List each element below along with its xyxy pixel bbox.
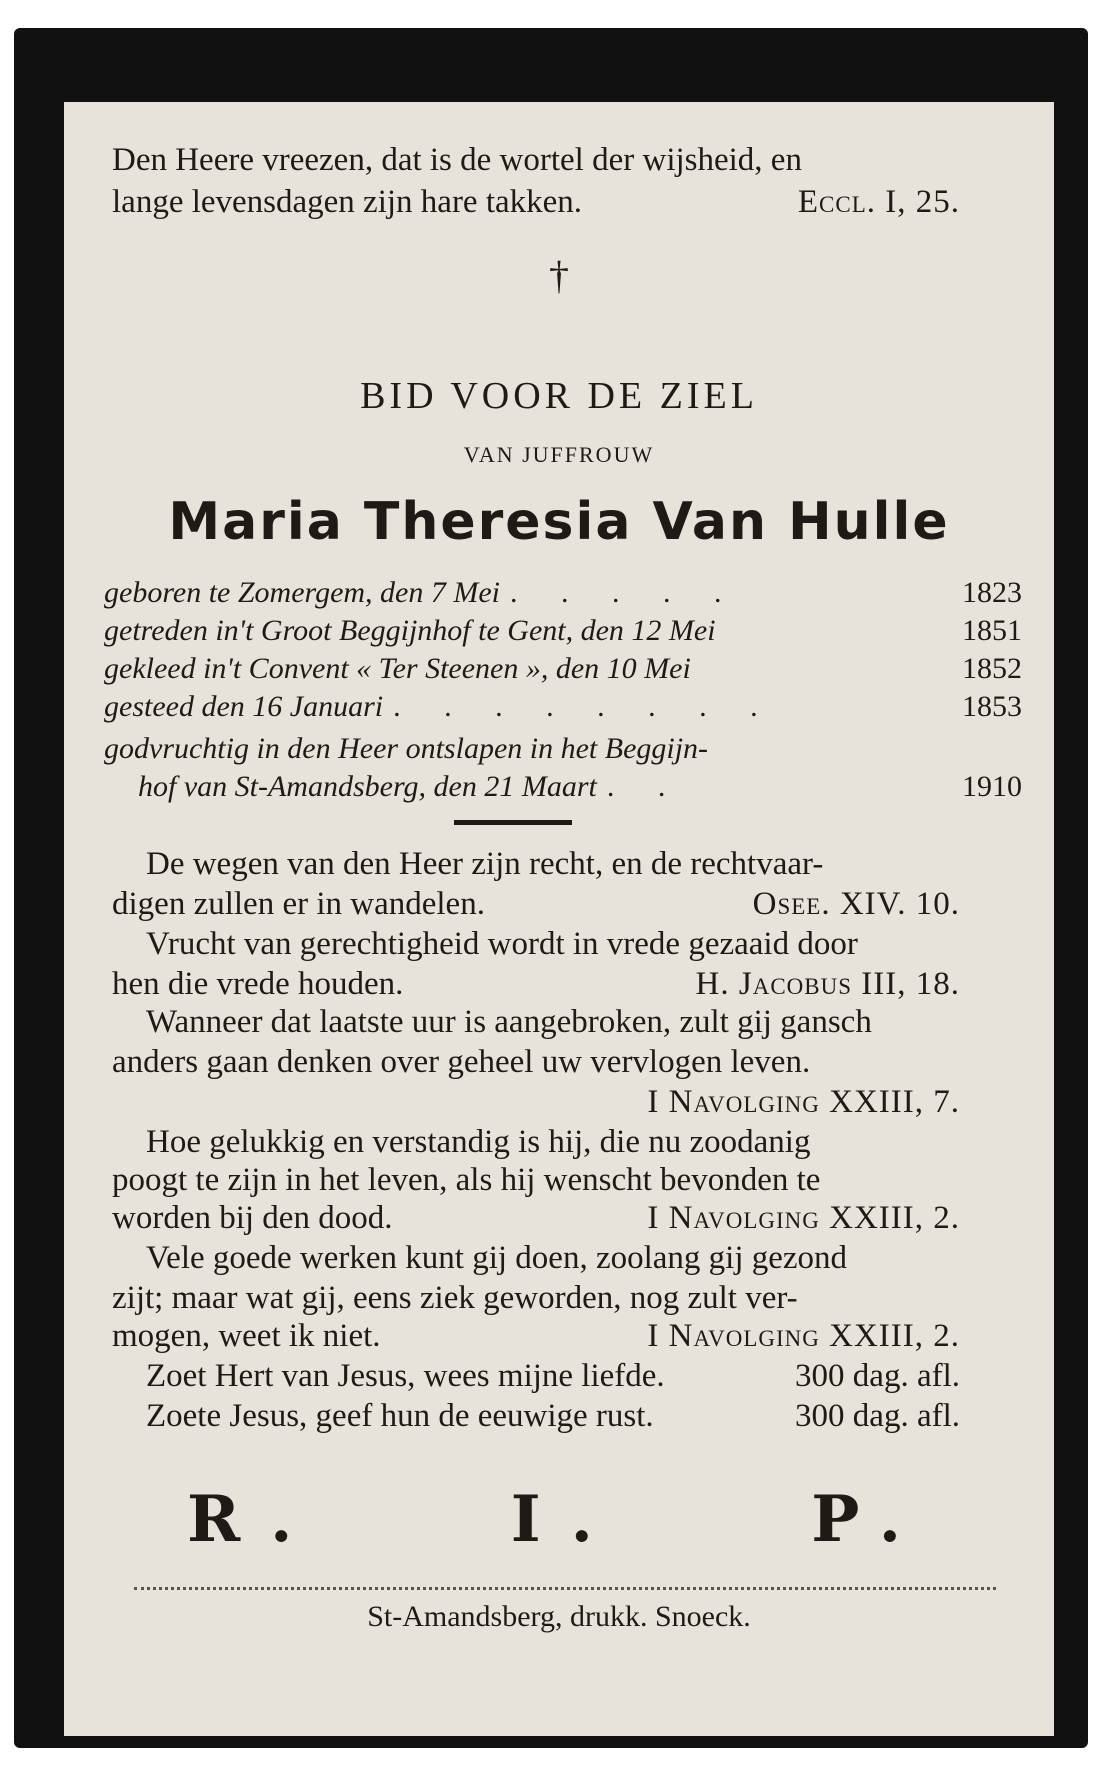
passage-reference: Osee. XIV. 10. [752,886,960,922]
leader-dots: . . . . . [510,576,740,609]
passage-text: digen zullen er in wandelen. [112,886,485,922]
card-subtitle: VAN JUFFROUW [463,442,655,467]
life-event-entered [104,612,1022,650]
leader-dots: . . [606,770,684,803]
life-event-year: 1852 [962,652,1022,685]
leader-dots: . . . . . . . . [393,690,776,723]
passage-reference: I Navolging XXIII, 7. [647,1084,960,1120]
life-event-text: geboren te Zomergem, den 7 Mei [104,576,501,609]
life-event-professed [104,688,1022,726]
passage-line: Hoe gelukkig en verstandig is hij, die nu zoodanig [146,1124,811,1160]
life-event-birth [104,574,1022,612]
section-divider [454,820,572,825]
rip-letter-p: P. [811,1482,932,1557]
passage-line: Wanneer dat laatste uur is aangebroken, zult gij gansch [146,1004,872,1040]
life-event-year: 1851 [962,614,1022,647]
life-event-text: gekleed in't Convent « Ter Steenen », den 10 Mei [104,652,691,685]
passage-line [112,1198,1014,1238]
passage-line: poogt te zijn in het leven, als hij wenscht bevonden te [112,1162,821,1198]
passage-reference: H. Jacobus III, 18. [695,966,960,1002]
prayer-line [112,1396,1014,1436]
indulgence-label: 300 dag. afl. [795,1358,960,1394]
memorial-card [14,28,1088,1748]
life-event-year: 1910 [962,770,1022,803]
life-event-clothed [104,650,1022,688]
epigraph-reference: Eccl. I, 25. [797,184,960,220]
epigraph-text: lange levensdagen zijn hare takken. [112,184,583,220]
rip-letter-r: R. [186,1482,323,1557]
card-paper [64,102,1054,1736]
passage-line: zijt; maar wat gij, eens ziek geworden, nog zult ver- [112,1280,798,1316]
passage-line [112,964,1014,1004]
life-event-year: 1853 [962,690,1022,723]
prayer-text: Zoet Hert van Jesus, wees mijne liefde. [146,1358,665,1394]
life-event-text: godvruchtig in den Heer ontslapen in het Beggijn- [104,732,709,765]
life-event-death-line-2 [138,768,1022,806]
epigraph-line-2 [112,182,1014,222]
passage-line [112,1316,1014,1356]
life-event-death-line-1 [104,730,1022,768]
passage-line: De wegen van den Heer zijn recht, en de rechtvaar- [146,846,824,882]
passage-text: hen die vrede houden. [112,966,404,1002]
indulgence-label: 300 dag. afl. [795,1398,960,1434]
passage-text: mogen, weet ik niet. [112,1318,381,1354]
life-event-text: getreden in't Groot Beggijnhof te Gent, den 12 Mei [104,614,716,647]
prayer-text: Zoete Jesus, geef hun de eeuwige rust. [146,1398,654,1434]
passage-line [112,884,1014,924]
passage-reference: I Navolging XXIII, 2. [647,1318,960,1354]
passage-line: Vele goede werken kunt gij doen, zoolang gij gezond [146,1240,848,1276]
card-title: BID VOOR DE ZIEL [360,375,758,417]
rip-initials [64,1482,1054,1557]
printer-imprint: St-Amandsberg, drukk. Snoeck. [367,1600,751,1633]
life-event-year: 1823 [962,576,1022,609]
passage-text: worden bij den dood. [112,1200,393,1236]
passage-reference: I Navolging XXIII, 2. [647,1200,960,1236]
passage-line: Vrucht van gerechtigheid wordt in vrede gezaaid door [146,926,858,962]
life-event-text: hof van St-Amandsberg, den 21 Maart [138,770,597,803]
dotted-divider [134,1587,996,1590]
deceased-name: Maria Theresia Van Hulle [168,492,950,552]
cross-icon: † [549,253,569,298]
rip-letter-i: I. [510,1482,623,1557]
prayer-line [112,1356,1014,1396]
epigraph-line-1: Den Heere vreezen, dat is de wortel der wijsheid, en [112,142,802,178]
passage-line: anders gaan denken over geheel uw vervlogen leven. [112,1044,811,1080]
life-event-text: gesteed den 16 Januari [104,690,384,723]
